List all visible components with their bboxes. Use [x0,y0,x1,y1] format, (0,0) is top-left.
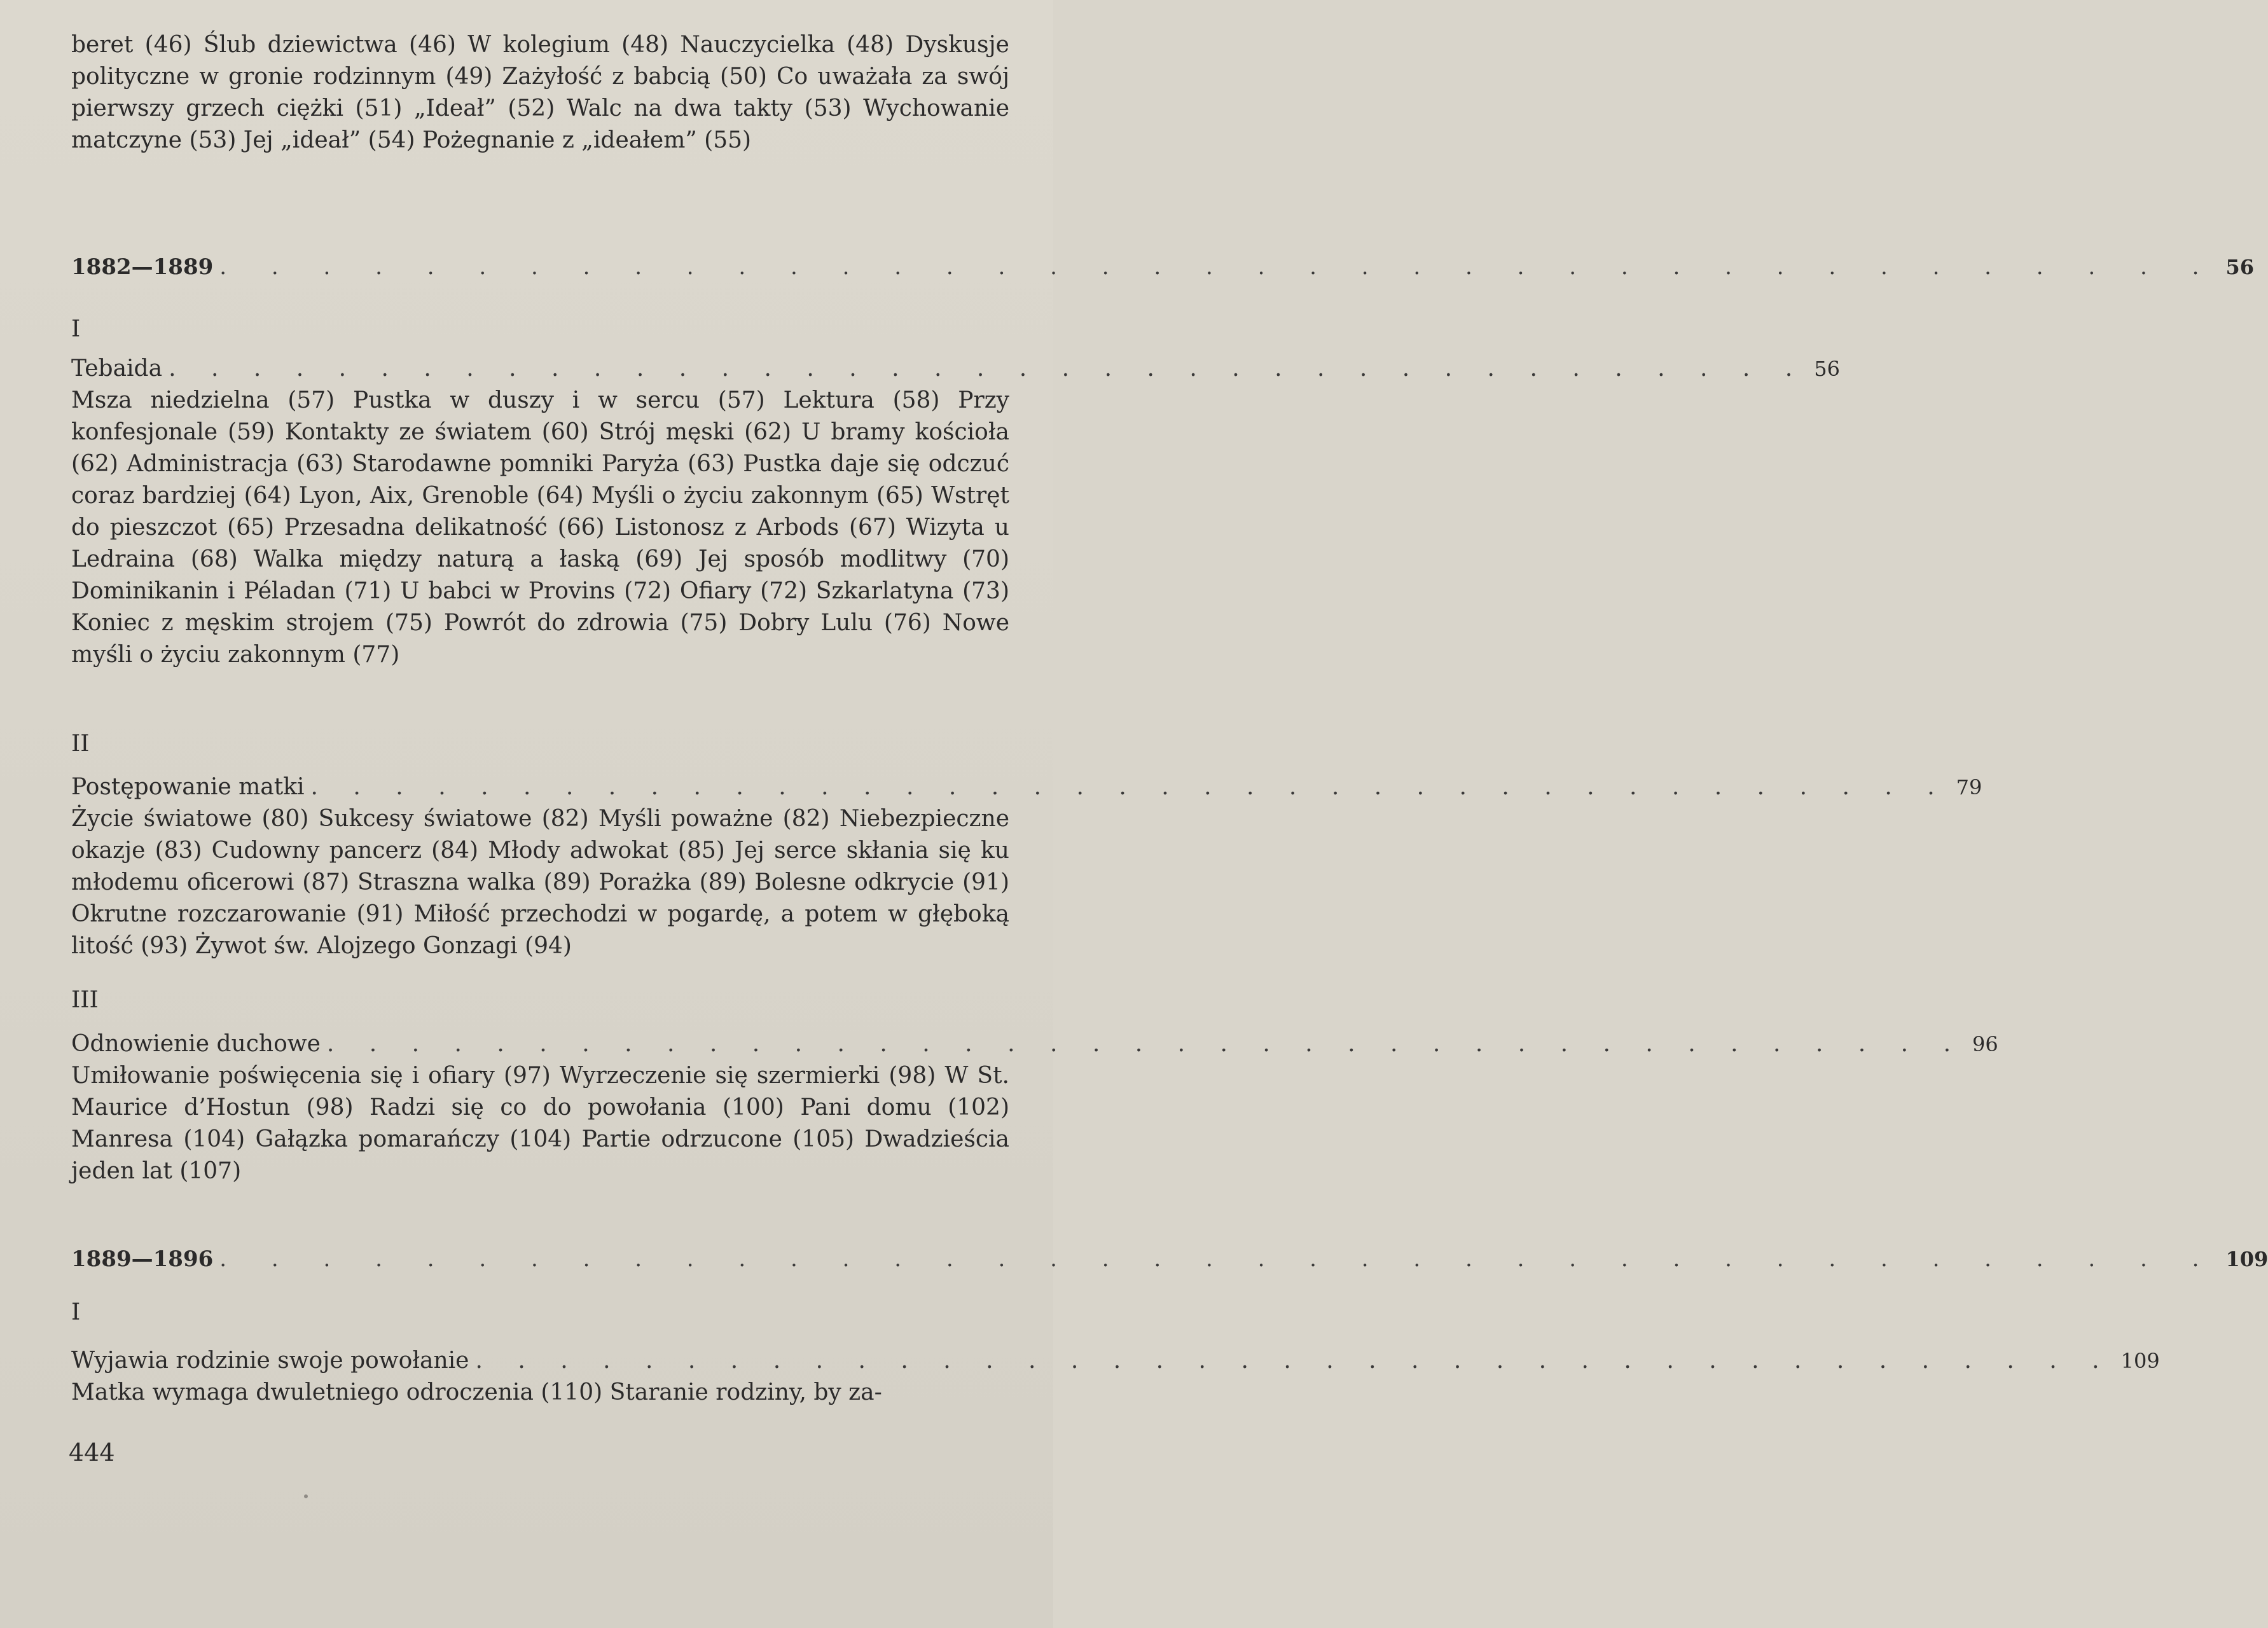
chapter-2-block [71,771,1982,962]
chapter-4-block [71,1345,2160,1409]
leader-dots: . . . . . . . . . . . . . . . . . . . . . . . . . . . . . . . . . . . . . . . [219,1246,2218,1272]
period-page: 56 [2225,255,2254,279]
intro-block [71,29,1009,156]
paper-speck [304,1494,308,1498]
leader-dots: . . . . . . . . . . . . . . . . . . . . . . . . . . . . . . . . . . . . . . . [475,1348,2113,1374]
chapter-title: Wyjawia rodzinie swoje powołanie [71,1348,469,1374]
period-page: 109 [2225,1247,2268,1271]
intro-paragraph: beret (46) Ślub dziewictwa (46) W kolegium (48) Nauczycielka (48) Dyskusje polityczne w gronie rodzinnym (49) Zażyłość z babcią (50) Co uważała za swój pierwszy grzech ciężki (51) „Ideał” (52) Walc na dwa takty (53) Wychowanie matczyne (53) Jej „ideał” (54) Pożegnanie z „ideałem” (55) [71,32,1009,153]
period-heading-1 [71,251,2254,283]
chapter-3-roman [71,984,1009,1016]
chapter-summary: Umiłowanie poświęcenia się i ofiary (97) Wyrzeczenie się szermierki (98) W St. Maurice d’Hostun (98) Radzi się co do powołania (100) Pani domu (102) Manresa (104) Gałązka pomarańczy (104) Partie odrzucone (105) Dwadzieścia jeden lat (107) [71,1063,1009,1184]
chapter-roman: I [71,1299,81,1325]
chapter-title: Odnowienie duchowe [71,1031,321,1057]
leader-dots: . . . . . . . . . . . . . . . . . . . . . . . . . . . . . . . . . . . . . . . [310,774,1949,800]
chapter-page: 96 [1972,1032,1998,1056]
chapter-summary: Msza niedzielna (57) Pustka w duszy i w sercu (57) Lektura (58) Przy konfesjonale (59) Kontakty ze światem (60) Strój męski (62) U bramy kościoła (62) Administracja (63) Starodawne pomniki Paryża (63) Pustka daje się odczuć coraz bardziej (64) Lyon, Aix, Grenoble (64) Myśli o życiu zakonnym (65) Wstręt do pieszczot (65) Przesadna delikatność (66) Listonosz z Arbods (67) Wizyta u Ledraina (68) Walka między naturą a łaską (69) Jej sposób modlitwy (70) Dominikanin i Péladan (71) U babci w Provins (72) Ofiary (72) Szkarlatyna (73) Koniec z męskim strojem (75) Powrót do zdrowia (75) Dobry Lulu (76) Nowe myśli o życiu zakonnym (77) [71,387,1009,668]
period-years: 1882—1889 [71,254,214,280]
chapter-1-roman [71,314,1009,345]
period-years: 1889—1896 [71,1246,214,1272]
chapter-title: Tebaida [71,355,163,382]
chapter-page: 56 [1814,357,1840,381]
page-number: 444 [69,1438,115,1466]
period-heading-2 [71,1243,2268,1275]
chapter-roman: I [71,316,81,342]
chapter-4-roman [71,1297,1009,1328]
chapter-2-roman [71,728,1009,760]
chapter-page: 79 [1956,775,1982,799]
chapter-summary: Matka wymaga dwuletniego odroczenia (110) Staranie rodziny, by za- [71,1379,882,1405]
chapter-roman: III [71,987,99,1013]
chapter-title: Postępowanie matki [71,774,305,800]
chapter-page: 109 [2120,1349,2160,1373]
leader-dots: . . . . . . . . . . . . . . . . . . . . . . . . . . . . . . . . . . . . . . . [219,254,2218,280]
leader-dots: . . . . . . . . . . . . . . . . . . . . . . . . . . . . . . . . . . . . . . . [169,355,1807,382]
chapter-1-block [71,353,1840,671]
chapter-3-block [71,1028,1998,1187]
leader-dots: . . . . . . . . . . . . . . . . . . . . . . . . . . . . . . . . . . . . . . . [326,1031,1965,1057]
chapter-summary: Życie światowe (80) Sukcesy światowe (82) Myśli poważne (82) Niebezpieczne okazje (83) Cudowny pancerz (84) Młody adwokat (85) Jej serce skłania się ku młodemu oficerowi (87) Straszna walka (89) Porażka (89) Bolesne odkrycie (91) Okrutne rozczarowanie (91) Miłość przechodzi w pogardę, a potem w głęboką litość (93) Żywot św. Alojzego Gonzagi (94) [71,806,1009,959]
chapter-roman: II [71,731,90,757]
